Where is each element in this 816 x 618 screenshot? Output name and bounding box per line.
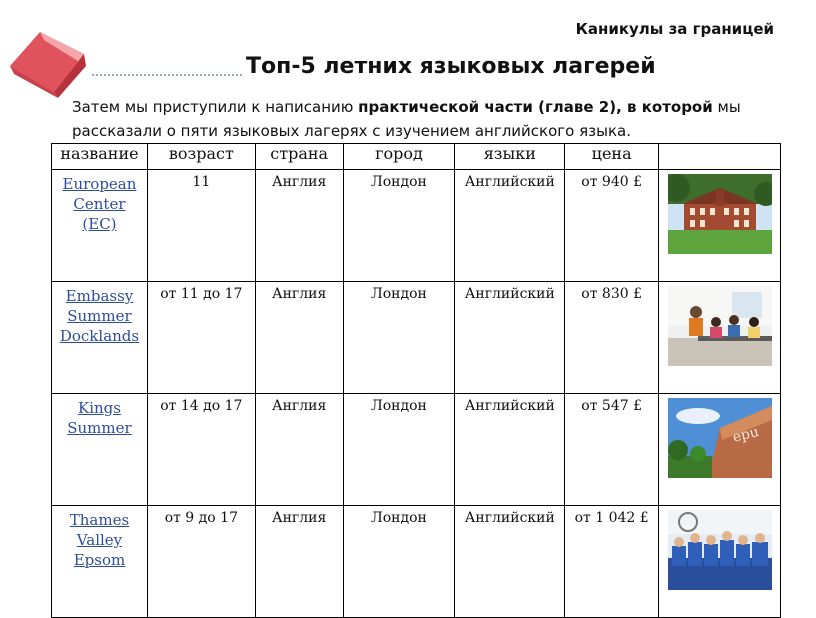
camp-link[interactable]: European Center (EC) bbox=[62, 175, 137, 233]
camp-link[interactable]: Embassy Summer Docklands bbox=[59, 287, 140, 345]
page-title: Топ-5 летних языковых лагерей bbox=[242, 54, 660, 79]
language-cell: Английский bbox=[455, 506, 565, 618]
photo-cell bbox=[659, 282, 781, 394]
table-header-row bbox=[52, 144, 781, 170]
country-cell: Англия bbox=[255, 506, 343, 618]
country-cell: Англия bbox=[255, 394, 343, 506]
photo-cell bbox=[659, 170, 781, 282]
language-cell: Английский bbox=[455, 282, 565, 394]
city-cell: Лондон bbox=[343, 170, 455, 282]
header-price: цена bbox=[565, 144, 659, 170]
photo-cell bbox=[659, 506, 781, 618]
building-photo bbox=[668, 398, 772, 478]
camp-name-cell bbox=[52, 170, 148, 282]
camp-name-cell bbox=[52, 506, 148, 618]
header-city: город bbox=[343, 144, 455, 170]
age-cell: от 14 до 17 bbox=[147, 394, 255, 506]
language-cell: Английский bbox=[455, 170, 565, 282]
age-cell: от 9 до 17 bbox=[147, 506, 255, 618]
intro-text-2: мы рассказали о пяти языковых лагерях с изучением английского языка. bbox=[72, 98, 741, 140]
camp-name-cell bbox=[52, 394, 148, 506]
price-cell: от 547 £ bbox=[565, 394, 659, 506]
header-country: страна bbox=[255, 144, 343, 170]
header-languages: языки bbox=[455, 144, 565, 170]
age-cell: от 11 до 17 bbox=[147, 282, 255, 394]
table-row bbox=[52, 506, 781, 618]
photo-cell bbox=[659, 394, 781, 506]
language-cell: Английский bbox=[455, 394, 565, 506]
cube-decoration bbox=[6, 26, 90, 98]
group-photo bbox=[668, 510, 772, 590]
header-photo bbox=[659, 144, 781, 170]
price-cell: от 830 £ bbox=[565, 282, 659, 394]
price-cell: от 940 £ bbox=[565, 170, 659, 282]
intro-text-bold: практической части (главе 2), в которой bbox=[358, 98, 713, 116]
age-cell: 11 bbox=[147, 170, 255, 282]
table-row bbox=[52, 170, 781, 282]
campus-photo bbox=[668, 174, 772, 254]
intro-text-1: Затем мы приступили к написанию bbox=[72, 98, 359, 116]
intro-paragraph bbox=[72, 95, 772, 143]
camp-name-cell bbox=[52, 282, 148, 394]
svg-text:epu: epu bbox=[730, 424, 760, 446]
city-cell: Лондон bbox=[343, 394, 455, 506]
city-cell: Лондон bbox=[343, 506, 455, 618]
camps-table bbox=[51, 143, 781, 618]
header-name: название bbox=[52, 144, 148, 170]
price-cell: от 1 042 £ bbox=[565, 506, 659, 618]
camp-link[interactable]: Kings Summer bbox=[67, 399, 132, 437]
country-cell: Англия bbox=[255, 282, 343, 394]
city-cell: Лондон bbox=[343, 282, 455, 394]
country-cell: Англия bbox=[255, 170, 343, 282]
classroom-photo bbox=[668, 286, 772, 366]
table-row bbox=[52, 394, 781, 506]
camp-link[interactable]: Thames Valley Epsom bbox=[69, 511, 130, 569]
title-row bbox=[92, 54, 732, 88]
table-row bbox=[52, 282, 781, 394]
header-label: Каникулы за границей bbox=[575, 20, 774, 38]
header-age: возраст bbox=[147, 144, 255, 170]
